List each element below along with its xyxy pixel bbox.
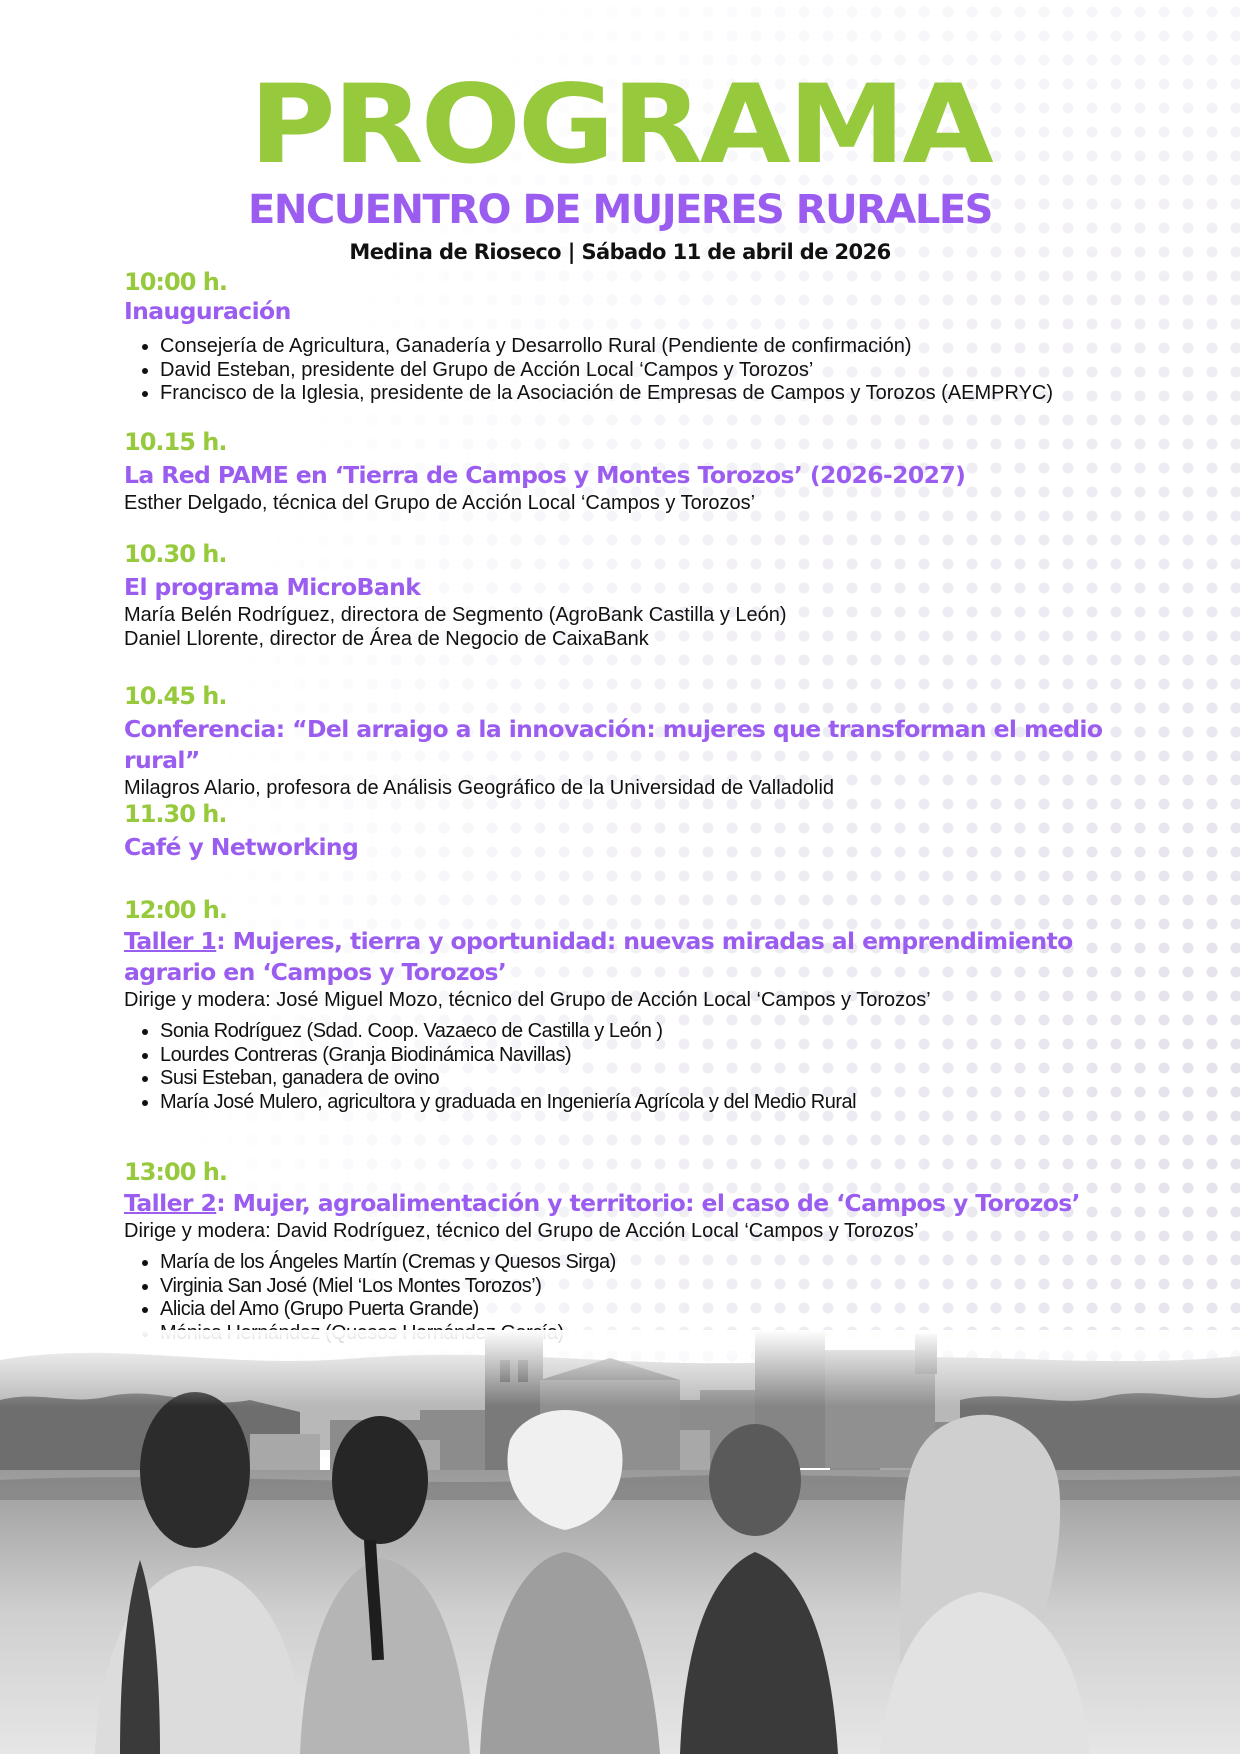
workshop-title: : Mujeres, tierra y oportunidad: nuevas miradas al emprendimiento agrario en ‘Campos y Torozos’ [124,927,1073,986]
schedule-item-red-pame [124,428,1124,515]
list-item: • María de los Ángeles Martín (Cremas y Quesos Sirga) [160,1251,1124,1275]
moderator-line: Dirige y modera: José Miguel Mozo, técnico del Grupo de Acción Local ‘Campos y Torozos’ [124,989,931,1011]
schedule-item-conferencia [124,682,1124,800]
session-title [124,1188,1124,1219]
list-item: • Sonia Rodríguez (Sdad. Coop. Vazaeco de Castilla y León ) [160,1020,1124,1044]
schedule-item-inauguracion [124,268,1124,406]
speaker-line: Esther Delgado, técnica del Grupo de Acción Local ‘Campos y Torozos’ [124,492,756,514]
session-time: 11.30 h. [124,800,227,828]
session-time: 10.30 h. [124,540,227,568]
list-item: • David Esteban, presidente del Grupo de Acción Local ‘Campos y Torozos’ [160,359,1124,383]
session-time: 13:00 h. [124,1158,227,1186]
session-title [124,926,1124,988]
list-item: • Virginia San José (Miel ‘Los Montes Torozos’) [160,1275,1124,1299]
session-title: Conferencia: “Del arraigo a la innovación: mujeres que transforman el medio rural” [124,715,1103,774]
schedule-item-microbank [124,540,1124,651]
session-title: El programa MicroBank [124,573,421,601]
session-time: 10.15 h. [124,428,227,456]
list-item: • María José Mulero, agricultora y graduada en Ingeniería Agrícola y del Medio Rural [160,1091,1124,1115]
list-item: • Susi Esteban, ganadera de ovino [160,1067,1124,1091]
schedule-item-taller-2 [124,1158,1124,1345]
list-item: • Alicia del Amo (Grupo Puerta Grande) [160,1298,1124,1322]
list-item: • Lourdes Contreras (Granja Biodinámica Navillas) [160,1044,1124,1068]
speaker-list [124,1020,1124,1114]
session-title: Inauguración [124,297,291,325]
speaker-line: Milagros Alario, profesora de Análisis Geográfico de la Universidad de Valladolid [124,777,835,799]
page-title: PROGRAMA [249,60,991,188]
session-time: 10:00 h. [124,268,227,296]
session-time: 12:00 h. [124,896,227,924]
session-title: La Red PAME en ‘Tierra de Campos y Montes Torozos’ (2026-2027) [124,461,966,489]
list-item: • Francisco de la Iglesia, presidente de la Asociación de Empresas de Campos y Torozos (AEMPRYC) [160,382,1124,406]
workshop-label: Taller 2 [124,1189,217,1217]
speaker-list [124,335,1124,406]
schedule-item-taller-1 [124,896,1124,1114]
workshop-label: Taller 1 [124,927,217,955]
speaker-line: María Belén Rodríguez, directora de Segmento (AgroBank Castilla y León) [124,604,787,626]
event-subtitle: ENCUENTRO DE MUJERES RURALES [248,187,992,233]
town-and-women-photo [0,1330,1240,1754]
moderator-line: Dirige y modera: David Rodríguez, técnico del Grupo de Acción Local ‘Campos y Torozos’ [124,1220,919,1242]
workshop-title: : Mujer, agroalimentación y territorio: el caso de ‘Campos y Torozos’ [216,1189,1080,1217]
session-title: Café y Networking [124,833,359,861]
event-location-date: Medina de Rioseco | Sábado 11 de abril de 2026 [349,240,891,264]
schedule-item-cafe [124,800,1124,863]
speaker-line: Daniel Llorente, director de Área de Negocio de CaixaBank [124,628,649,650]
header [0,60,1240,264]
list-item: • Consejería de Agricultura, Ganadería y Desarrollo Rural (Pendiente de confirmación) [160,335,1124,359]
session-time: 10.45 h. [124,682,227,710]
